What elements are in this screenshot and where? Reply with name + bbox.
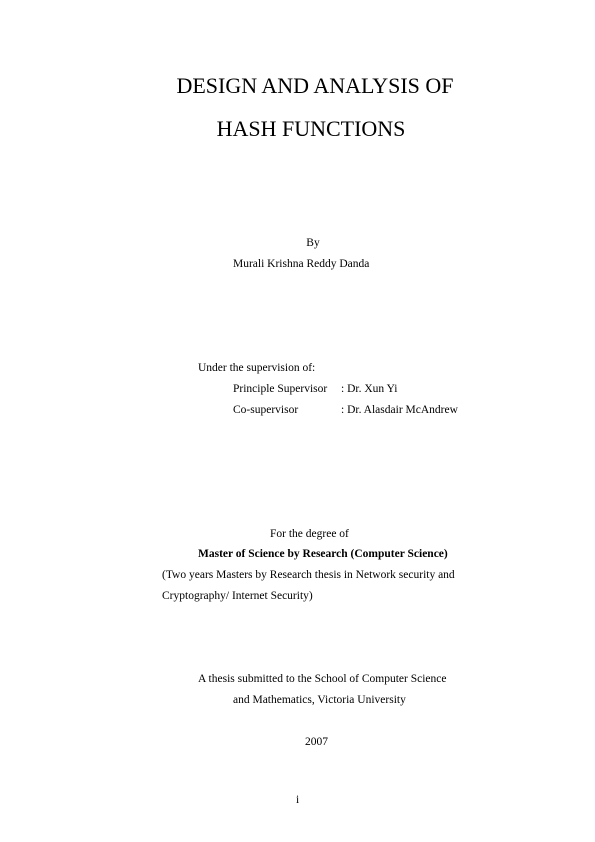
thesis-year: 2007 <box>305 736 328 748</box>
submission-line-1: A thesis submitted to the School of Computer Science <box>198 673 447 685</box>
page-number: i <box>296 794 300 806</box>
co-supervisor-role: Co-supervisor <box>233 404 299 416</box>
title-line-1: DESIGN AND ANALYSIS OF <box>176 73 454 98</box>
degree-description-line-1: (Two years Masters by Research thesis in Network security and <box>162 569 455 581</box>
supervision-heading: Under the supervision of: <box>198 362 316 374</box>
degree-intro: For the degree of <box>270 528 349 540</box>
by-label: By <box>306 237 320 249</box>
degree-description-line-2: Cryptography/ Internet Security) <box>162 590 313 602</box>
principal-supervisor-name: : Dr. Xun Yi <box>341 383 398 395</box>
co-supervisor-name: : Dr. Alasdair McAndrew <box>341 404 458 416</box>
submission-line-2: and Mathematics, Victoria University <box>233 694 406 706</box>
principal-supervisor-role: Principle Supervisor <box>233 383 328 395</box>
title-line-2: HASH FUNCTIONS <box>216 116 406 141</box>
degree-name: Master of Science by Research (Computer Science) <box>198 548 448 560</box>
author-name: Murali Krishna Reddy Danda <box>233 258 370 270</box>
